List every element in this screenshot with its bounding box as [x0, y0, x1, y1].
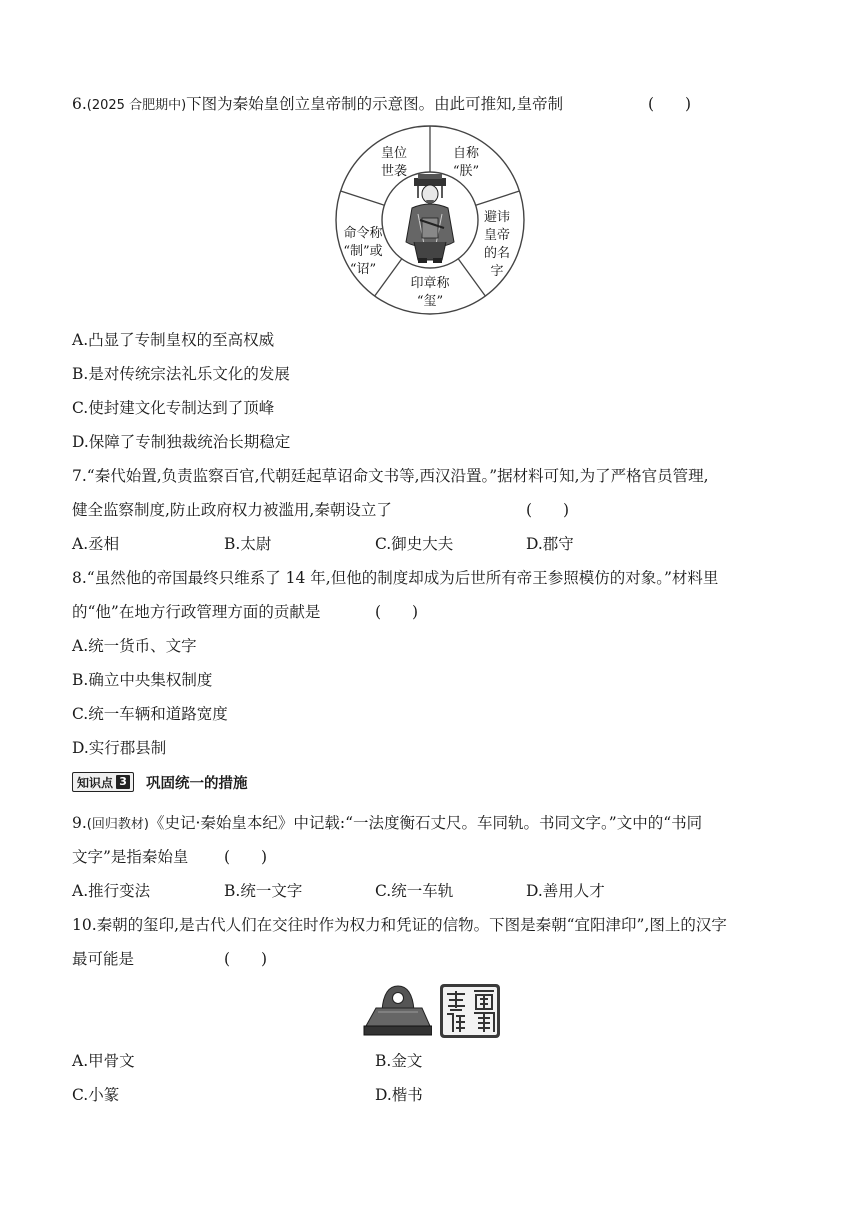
q6-stem — [72, 93, 563, 117]
svg-text:“朕”: “朕” — [452, 164, 480, 179]
q8-stem-line2: 的“他”在地方行政管理方面的贡献是 — [72, 603, 321, 621]
q8-option-a[interactable]: A.统一货币、文字 — [72, 637, 197, 655]
q9-option-b[interactable]: B.统一文字 — [224, 882, 303, 900]
q9-stem-text: 《史记·秦始皇本纪》中记载:“一法度衡石丈尺。车同轨。书同文字。”文中的“书同 — [148, 814, 703, 832]
q9-option-d[interactable]: D.善用人才 — [526, 882, 605, 900]
q8-answer-paren[interactable]: ( ) — [375, 603, 419, 621]
svg-text:字: 字 — [490, 264, 504, 279]
q10-stem-line2: 最可能是 — [72, 950, 135, 968]
q9-source-tag: (回归教材) — [86, 817, 149, 832]
q6-option-a[interactable]: A.凸显了专制皇权的至高权威 — [72, 331, 275, 349]
q8-option-b[interactable]: B.确立中央集权制度 — [72, 671, 213, 689]
q9-stem-line2: 文字”是指秦始皇 — [72, 848, 189, 866]
q10-option-b[interactable]: B.金文 — [375, 1052, 423, 1070]
svg-text:命令称: 命令称 — [343, 226, 383, 241]
q6-option-d[interactable]: D.保障了专制独裁统治长期稳定 — [72, 433, 291, 451]
svg-text:“玺”: “玺” — [416, 294, 444, 309]
q7-stem-line2: 健全监察制度,防止政府权力被滥用,秦朝设立了 — [72, 501, 392, 519]
q9-option-a[interactable]: A.推行变法 — [72, 882, 151, 900]
q8-option-c[interactable]: C.统一车辆和道路宽度 — [72, 705, 228, 723]
q10-option-c[interactable]: C.小篆 — [72, 1086, 120, 1104]
q6-answer-paren[interactable]: ( ) — [648, 95, 692, 113]
q7-option-a[interactable]: A.丞相 — [72, 535, 120, 553]
q7-option-b[interactable]: B.太尉 — [224, 535, 272, 553]
q9-stem-line1 — [72, 812, 702, 836]
svg-text:的名: 的名 — [483, 246, 511, 261]
svg-text:皇位: 皇位 — [380, 146, 408, 161]
svg-text:“诏”: “诏” — [349, 262, 377, 277]
q10-answer-paren[interactable]: ( ) — [224, 950, 268, 968]
emperor-system-diagram — [334, 124, 526, 316]
q7-option-c[interactable]: C.御史大夫 — [375, 535, 454, 553]
svg-text:世袭: 世袭 — [380, 164, 408, 179]
svg-text:印章称: 印章称 — [410, 276, 450, 291]
q7-option-d[interactable]: D.郡守 — [526, 535, 574, 553]
svg-text:“制”或: “制”或 — [343, 244, 383, 259]
q7-stem-line1: 7.“秦代始置,负责监察百官,代朝廷起草诏命文书等,西汉沿置。”据材料可知,为了严格官员管理, — [72, 467, 709, 485]
q10-option-d[interactable]: D.楷书 — [375, 1086, 423, 1104]
q6-option-b[interactable]: B.是对传统宗法礼乐文化的发展 — [72, 365, 290, 383]
q8-stem-line1: 8.“虽然他的帝国最终只维系了 14 年,但他的制度却成为后世所有帝王参照模仿的对象。”材料里 — [72, 569, 719, 587]
q10-option-a[interactable]: A.甲骨文 — [72, 1052, 135, 1070]
q9-answer-paren[interactable]: ( ) — [224, 848, 268, 866]
section-title: 巩固统一的措施 — [146, 775, 248, 792]
q9-option-c[interactable]: C.统一车轨 — [375, 882, 454, 900]
bronze-seal-image — [360, 982, 432, 1038]
svg-text:避讳: 避讳 — [483, 210, 511, 225]
q6-source-tag: (2025 合肥期中) — [86, 98, 187, 113]
svg-text:自称: 自称 — [452, 146, 480, 161]
knowledge-point-badge: 知识点 3 — [72, 772, 134, 792]
section-header — [72, 770, 248, 794]
svg-text:皇帝: 皇帝 — [483, 228, 511, 243]
q6-option-c[interactable]: C.使封建文化专制达到了顶峰 — [72, 399, 275, 417]
q9-number: 9. — [72, 814, 87, 832]
q7-answer-paren[interactable]: ( ) — [526, 501, 570, 519]
q6-stem-text: 下图为秦始皇创立皇帝制的示意图。由此可推知,皇帝制 — [186, 95, 564, 113]
q10-stem-line1: 10.秦朝的玺印,是古代人们在交往时作为权力和凭证的信物。下图是秦朝“宜阳津印”,图上的汉字 — [72, 916, 727, 934]
q6-number: 6. — [72, 95, 87, 113]
q8-option-d[interactable]: D.实行郡县制 — [72, 739, 167, 757]
seal-impression-image — [438, 982, 502, 1040]
